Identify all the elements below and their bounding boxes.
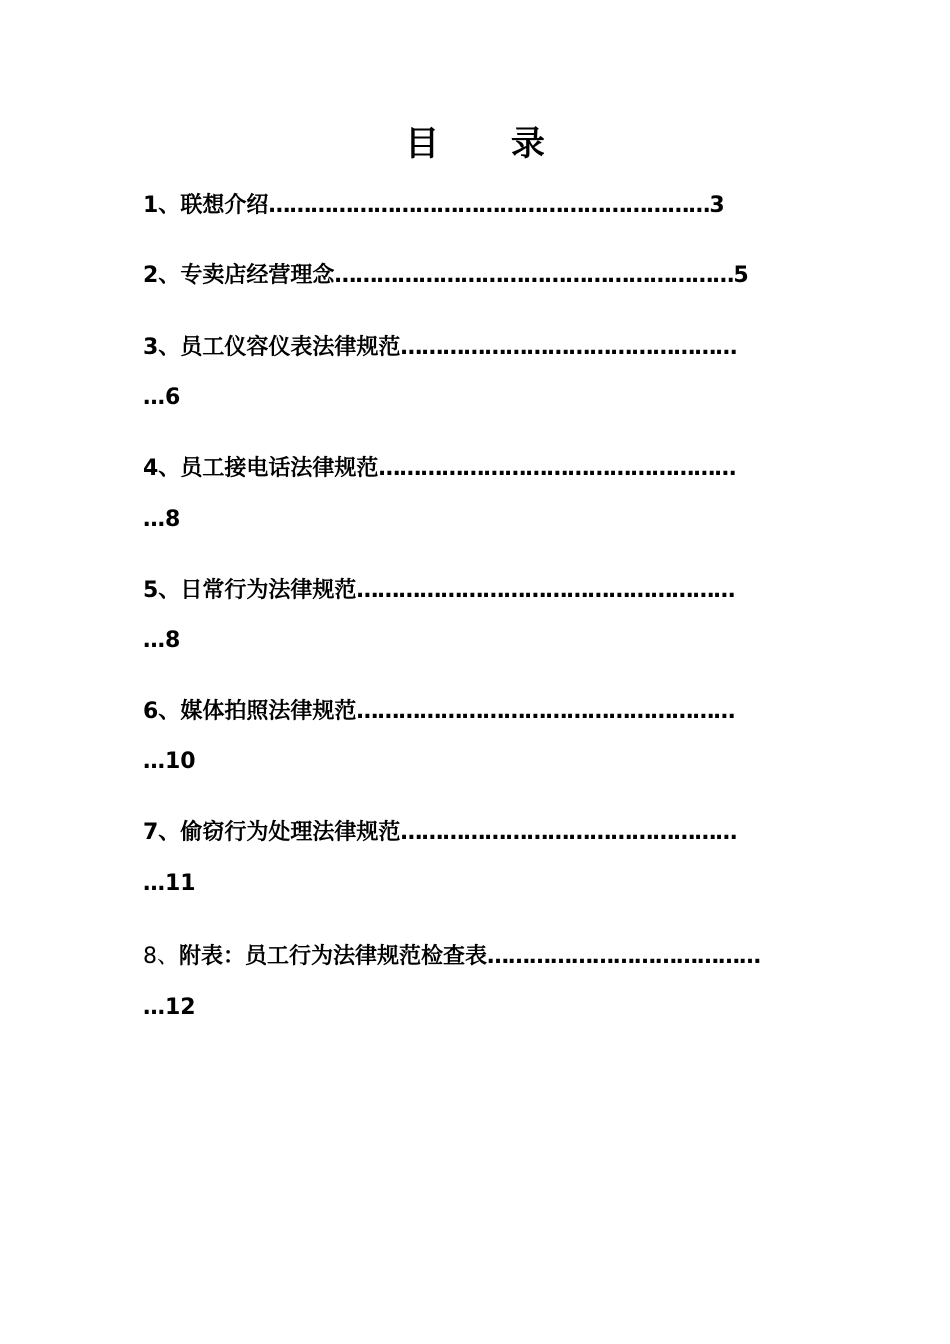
toc-entry-3[interactable] [143, 333, 807, 363]
toc-entry-number: 4、 [143, 456, 181, 481]
toc-entry-number: 5、 [143, 578, 181, 603]
toc-entry-label: 员工接电话法律规范 [180, 456, 379, 481]
toc-entry-leader: …………………………………………… [378, 456, 736, 481]
toc-entry-label: 员工仪容仪表法律规范 [180, 335, 401, 360]
toc-entry-number: 8、 [143, 944, 179, 969]
toc-entry-2[interactable] [143, 261, 749, 291]
toc-entry-3-continuation: …6 [143, 385, 181, 410]
toc-entry-label: 联想介绍 [180, 193, 269, 218]
toc-entry-7-continuation: …11 [143, 871, 196, 896]
toc-entry-number: 1、 [143, 193, 181, 218]
toc-entry-number: 7、 [143, 820, 181, 845]
toc-entry-number: 3、 [143, 335, 181, 360]
toc-entry-leader: ………………………………………… [400, 820, 737, 845]
toc-entry-8-continuation: …12 [143, 995, 196, 1020]
toc-entry-leader: ……………………………………………………… [268, 193, 710, 218]
toc-entry-5[interactable] [143, 576, 807, 606]
toc-entry-8[interactable] [143, 942, 807, 972]
toc-entry-leader: ……………………………………………… [356, 699, 735, 724]
toc-title: 目 录 [405, 124, 575, 164]
toc-entry-number: 6、 [143, 699, 181, 724]
toc-entry-label: 专卖店经营理念 [180, 263, 335, 288]
toc-entry-leader: ……………………………………………… [356, 578, 735, 603]
toc-entry-label: 附表：员工行为法律规范检查表 [179, 944, 488, 969]
toc-entry-4[interactable] [143, 454, 807, 484]
toc-entry-7[interactable] [143, 818, 807, 848]
toc-entry-leader: ………………………………………………… [334, 263, 734, 288]
toc-entry-leader: ………………………………………… [400, 335, 737, 360]
toc-entry-1[interactable] [143, 191, 725, 221]
toc-entry-6-continuation: …10 [143, 749, 196, 774]
toc-entry-number: 2、 [143, 263, 181, 288]
toc-entry-5-continuation: …8 [143, 628, 181, 653]
toc-entry-label: 媒体拍照法律规范 [180, 699, 357, 724]
toc-entry-label: 偷窃行为处理法律规范 [180, 820, 401, 845]
toc-entry-leader: ………………………………… [487, 944, 761, 969]
toc-entry-6[interactable] [143, 697, 807, 727]
toc-entry-label: 日常行为法律规范 [180, 578, 357, 603]
toc-entry-page: 5 [733, 263, 749, 288]
toc-entry-page: 3 [709, 193, 725, 218]
toc-entry-4-continuation: …8 [143, 507, 181, 532]
